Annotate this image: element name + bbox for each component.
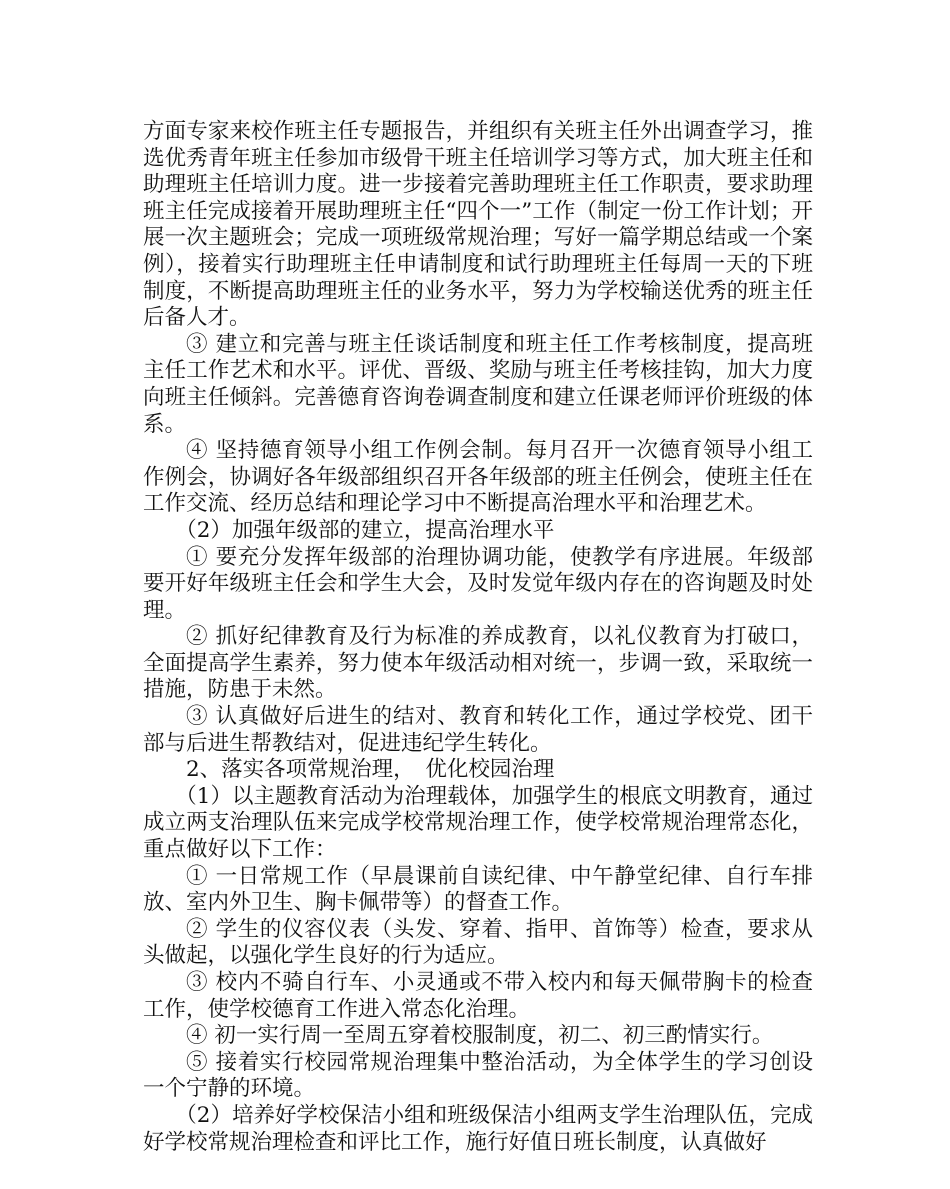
- paragraph-5: ① 要充分发挥年级部的治理协调功能，使教学有序进展。年级部要开好年级班主任会和学生大会，及时发觉年级内存在的咨询题及时处理。: [143, 544, 813, 623]
- paragraph-3: ④ 坚持德育领导小组工作例会制。每月召开一次德育领导小组工作例会，协调好各年级部组织召开各年级部的班主任例会，使班主任在工作交流、经历总结和理论学习中不断提高治理水平和治理艺术。: [143, 438, 813, 517]
- paragraph-12: ③ 校内不骑自行车、小灵通或不带入校内和每天佩带胸卡的检查工作，使学校德育工作进入常态化治理。: [143, 970, 813, 1022]
- paragraph-9: （1）以主题教育活动为治理载体，加强学生的根底文明教育，通过成立两支治理队伍来完成学校常规治理工作，使学校常规治理常态化，重点做好以下工作：: [143, 783, 813, 863]
- paragraph-2: ③ 建立和完善与班主任谈话制度和班主任工作考核制度，提高班主任工作艺术和水平。评优、晋级、奖励与班主任考核挂钩，加大力度向班主任倾斜。完善德育咨询卷调查制度和建立任课老师评价班级的体系。: [143, 331, 813, 437]
- paragraph-6: ② 抓好纪律教育及行为标准的养成教育，以礼仪教育为打破口，全面提高学生素养，努力使本年级活动相对统一，步调一致，采取统一措施，防患于未然。: [143, 624, 813, 703]
- paragraph-7: ③ 认真做好后进生的结对、教育和转化工作，通过学校党、团干部与后进生帮教结对，促进违纪学生转化。: [143, 704, 813, 756]
- document-body: [143, 119, 813, 1156]
- paragraph-10: ① 一日常规工作（早晨课前自读纪律、中午静堂纪律、自行车排放、室内外卫生、胸卡佩带等）的督查工作。: [143, 863, 813, 916]
- section-heading-routine-management: 2、落实各项常规治理， 优化校园治理: [186, 757, 555, 783]
- section-heading-grade-department: （2）加强年级部的建立，提高治理水平: [175, 517, 555, 543]
- paragraph-14: ⑤ 接着实行校园常规治理集中整治活动，为全体学生的学习创设一个宁静的环境。: [143, 1049, 813, 1102]
- paragraph-15: （2）培养好学校保洁小组和班级保洁小组两支学生治理队伍，完成好学校常规治理检查和评比工作，施行好值日班长制度，认真做好: [143, 1102, 813, 1155]
- paragraph-13: ④ 初一实行周一至周五穿着校服制度，初二、初三酌情实行。: [186, 1023, 774, 1049]
- paragraph-1: 方面专家来校作班主任专题报告，并组织有关班主任外出调查学习，推选优秀青年班主任参加市级骨干班主任培训学习等方式，加大班主任和助理班主任培训力度。进一步接着完善助理班主任工作职责，要求助理班主任完成接着开展助理班主任“四个一”工作（制定一份工作计划；开展一次主题班会；完成一项班级常规治理；写好一篇学期总结或一个案例），接着实行助理班主任申请制度和试行助理班主任每周一天的下班制度，不断提高助理班主任的业务水平，努力为学校输送优秀的班主任后备人才。: [143, 119, 813, 331]
- paragraph-11: ② 学生的仪容仪表（头发、穿着、指甲、首饰等）检查，要求从头做起，以强化学生良好的行为适应。: [143, 916, 813, 969]
